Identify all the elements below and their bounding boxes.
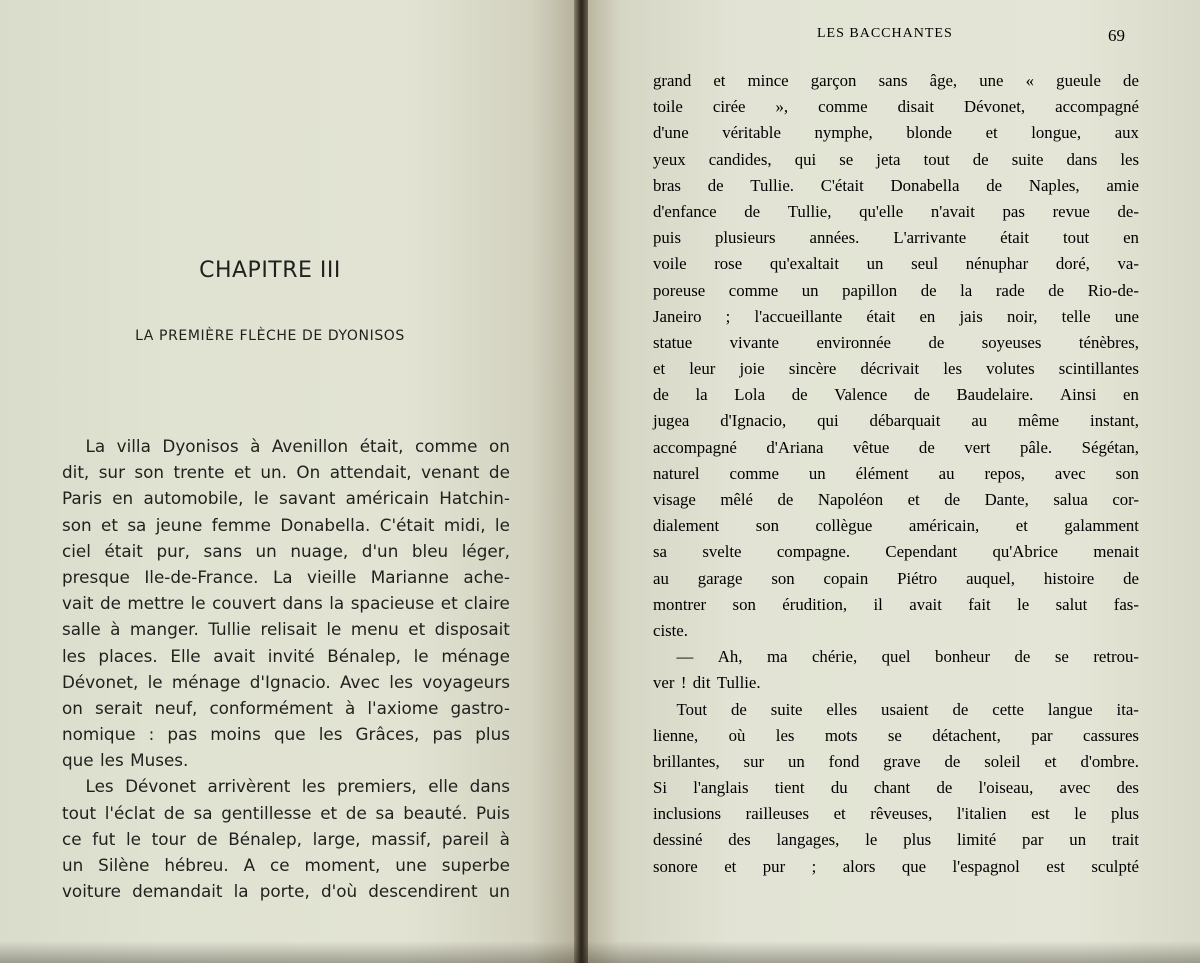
text-line: sonore et pur ; alors que l'espagnol est sculpté xyxy=(653,856,1139,876)
text-line: dialement son collègue américain, et galamment xyxy=(653,516,1139,536)
text-line: voile rose qu'exaltait un seul nénuphar doré, va- xyxy=(653,254,1139,274)
text-line: Paris en automobile, le savant américain Hatchin- xyxy=(62,488,510,509)
text-line: Les Dévonet arrivèrent les premiers, elle dans xyxy=(85,776,510,797)
page-number: 69 xyxy=(1108,26,1125,45)
text-line: Si l'anglais tient du chant de l'oiseau, avec des xyxy=(653,778,1139,798)
text-line: de la Lola de Valence de Baudelaire. Ainsi en xyxy=(653,385,1139,405)
text-line: et leur joie sincère décrivait les volutes scintillantes xyxy=(653,359,1139,379)
text-line: on serait neuf, conformément à l'axiome gastro- xyxy=(62,697,510,718)
chapter-title: CHAPITRE III xyxy=(199,258,341,283)
text-line: tout l'éclat de sa gentillesse et de sa beauté. Puis xyxy=(62,802,510,823)
left-page xyxy=(0,0,578,963)
text-line: sa svelte compagne. Cependant qu'Abrice menait xyxy=(653,542,1139,562)
text-line: visage mêlé de Napoléon et de Dante, salua cor- xyxy=(653,490,1139,509)
right-page-text xyxy=(653,68,1139,880)
text-line: dit, sur son trente et un. On attendait, venant de xyxy=(62,462,510,483)
text-line: ciel était pur, sans un nuage, d'un bleu léger, xyxy=(62,540,510,561)
text-line: les places. Elle avait invité Bénalep, le ménage xyxy=(62,645,510,666)
text-line: voiture demandait la porte, d'où descendirent un xyxy=(62,881,510,902)
text-line: Dévonet, le ménage d'Ignacio. Avec les voyageurs xyxy=(62,671,510,692)
text-line: montrer son érudition, il avait fait le salut fas- xyxy=(653,594,1139,614)
text-line: Janeiro ; l'accueillante était en jais noir, telle une xyxy=(653,306,1139,326)
text-line: inclusions railleuses et rêveuses, l'italien est le plus xyxy=(653,804,1139,824)
text-line: poreuse comme un papillon de la rade de Rio-de- xyxy=(653,280,1139,300)
text-line: salle à manger. Tullie relisait le menu et disposait xyxy=(62,619,510,640)
text-line: — Ah, ma chérie, quel bonheur de se retrou- xyxy=(676,647,1139,667)
text-line: ciste. xyxy=(653,620,688,640)
text-line: son et sa jeune femme Donabella. C'était midi, le xyxy=(62,514,510,535)
text-line: Tout de suite elles usaient de cette langue ita- xyxy=(676,699,1139,719)
chapter-subtitle: LA PREMIÈRE FLÈCHE DE DYONISOS xyxy=(135,328,405,344)
text-line: ver ! dit Tullie. xyxy=(653,673,761,693)
text-line: nomique : pas moins que les Grâces, pas plus xyxy=(62,724,510,745)
text-line: un Silène hébreu. A ce moment, une superbe xyxy=(62,855,510,875)
text-line: yeux candides, qui se jeta tout de suite dans les xyxy=(653,149,1139,169)
text-line: vait de mettre le couvert dans la spacieuse et claire xyxy=(62,593,510,614)
text-line: grand et mince garçon sans âge, une « gueule de xyxy=(653,71,1139,90)
text-line: puis plusieurs années. L'arrivante était tout en xyxy=(653,228,1139,248)
text-line: d'enfance de Tullie, qu'elle n'avait pas revue de- xyxy=(653,201,1139,221)
text-line: jugea d'Ignacio, qui débarquait au même instant, xyxy=(653,411,1139,431)
book-gutter xyxy=(574,0,588,963)
text-line: statue vivante environnée de soyeuses ténèbres, xyxy=(653,332,1139,352)
text-line: ce fut le tour de Bénalep, large, massif, pareil à xyxy=(62,828,510,849)
text-line: brillantes, sur un fond grave de soleil et d'ombre. xyxy=(653,751,1139,771)
text-line: bras de Tullie. C'était Donabella de Naples, amie xyxy=(653,175,1139,195)
text-line: toile cirée », comme disait Dévonet, accompagné xyxy=(653,97,1139,117)
text-line: que les Muses. xyxy=(62,750,189,771)
running-head: LES BACCHANTES xyxy=(817,26,953,41)
left-page-text xyxy=(62,433,510,904)
text-line: lienne, où les mots se détachent, par cassures xyxy=(653,725,1139,745)
text-line: naturel comme un élément au repos, avec son xyxy=(653,463,1139,483)
text-line: accompagné d'Ariana vêtue de vert pâle. Ségétan, xyxy=(653,437,1139,457)
text-line: d'une véritable nymphe, blonde et longue, aux xyxy=(653,123,1139,143)
page-bottom-shadow xyxy=(0,941,1200,963)
text-line: La villa Dyonisos à Avenillon était, comme on xyxy=(85,436,510,456)
text-line: dessiné des langages, le plus limité par un trait xyxy=(653,830,1139,850)
text-line: au garage son copain Piétro auquel, histoire de xyxy=(653,568,1139,588)
text-line: presque Ile-de-France. La vieille Marianne ache- xyxy=(62,566,510,587)
